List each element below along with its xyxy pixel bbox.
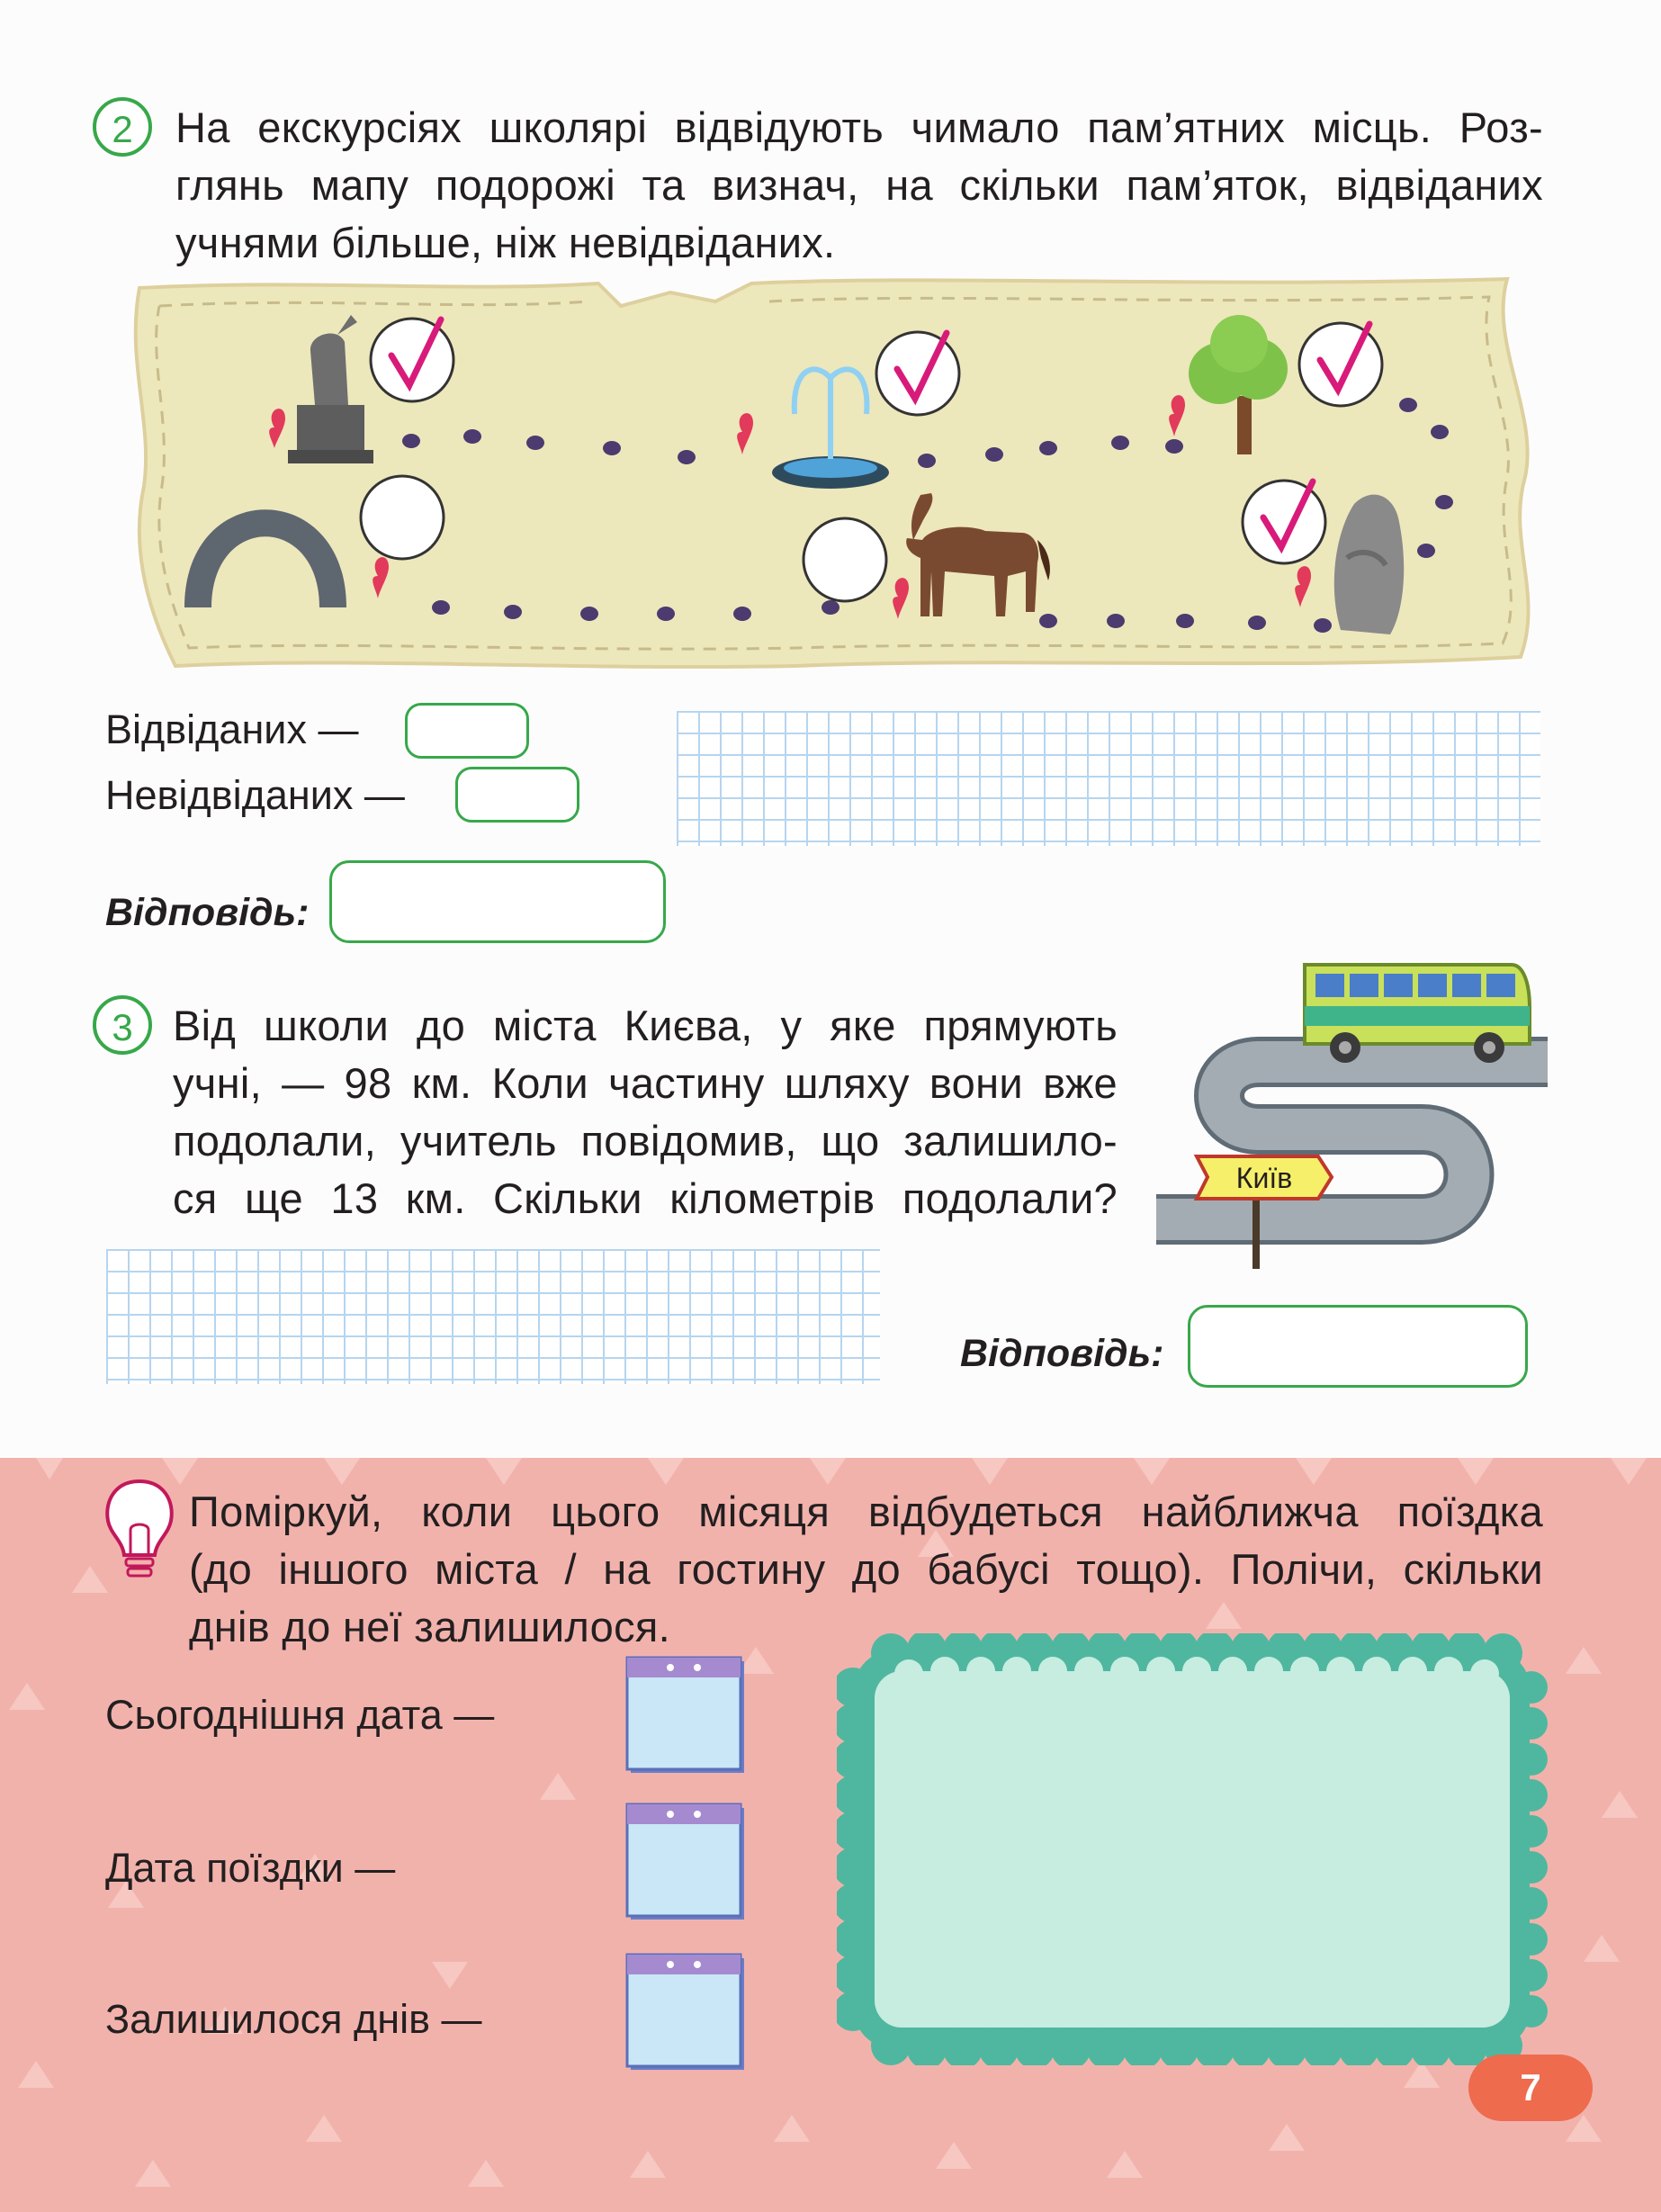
page-number: 7 (1468, 2055, 1593, 2121)
today-date-label: Сьогоднішня дата — (105, 1692, 495, 1738)
days-left-calendar[interactable] (625, 1953, 748, 2072)
task-3-answer-input[interactable] (1188, 1305, 1528, 1388)
path-dot (1111, 436, 1129, 450)
path-dot (1248, 616, 1266, 630)
think-text (189, 1483, 1543, 1656)
days-left-label: Залишилося днів — (105, 1996, 482, 2042)
path-dot (463, 429, 481, 444)
trip-date-calendar[interactable] (625, 1803, 748, 1921)
path-dot (1435, 495, 1453, 509)
visited-label: Відвіданих — (105, 706, 359, 752)
think-line-3: днів до неї залишилося. (189, 1603, 671, 1650)
lightbulb-icon (99, 1476, 180, 1584)
scratch-area[interactable] (837, 1633, 1548, 2065)
task-3-number: 3 (93, 995, 152, 1055)
task-2-answer-input[interactable] (329, 860, 666, 943)
travel-map (121, 270, 1543, 675)
task-2-line-2: глянь мапу подорожі та визнач, на скільки пам’яток, відвіданих (175, 161, 1543, 209)
task-2-line-3: учнями більше, ніж невідвіданих. (175, 219, 836, 266)
path-dot (822, 600, 839, 615)
task-3-line-2: учні, — 98 км. Коли частину шляху вони вже (173, 1059, 1118, 1107)
task-3-line-3: подолали, учитель повідомив, що залишило- (173, 1117, 1118, 1164)
path-dot (985, 447, 1003, 462)
path-dot (580, 607, 598, 621)
empty-circle (804, 518, 886, 601)
path-dot (1039, 441, 1057, 455)
path-dot (603, 441, 621, 455)
path-dot (1417, 544, 1435, 558)
check-icon (371, 319, 453, 401)
task-3-line-1: Від школи до міста Києва, у яке прямують (173, 1002, 1118, 1049)
path-dot (1165, 439, 1183, 454)
kyiv-sign-label: Київ (1235, 1162, 1293, 1194)
path-dot (504, 605, 522, 619)
task-3-answer-label: Відповідь: (960, 1332, 1164, 1375)
task-2-answer-label: Відповідь: (105, 891, 310, 934)
path-dot (1107, 614, 1125, 628)
task-2-line-1: На екскурсіях школярі відвідують чимало пам’ятних місць. Роз- (175, 103, 1543, 151)
path-dot (432, 600, 450, 615)
task-2-grid[interactable] (677, 711, 1540, 846)
path-dot (1431, 425, 1449, 439)
empty-circle (361, 476, 444, 559)
unvisited-input[interactable] (455, 767, 579, 823)
check-icon (1299, 323, 1382, 406)
path-dot (733, 607, 751, 621)
task-2-number: 2 (93, 97, 152, 157)
road-illustration (1152, 954, 1548, 1278)
check-icon (1243, 481, 1325, 563)
task-3-grid[interactable] (106, 1249, 880, 1384)
task-2-text (175, 99, 1543, 272)
path-dot (402, 434, 420, 448)
task-3-line-4: ся ще 13 км. Скільки кілометрів подолали? (173, 1174, 1118, 1222)
check-icon (876, 332, 959, 415)
path-dot (657, 607, 675, 621)
task-3-text (173, 997, 1118, 1227)
trip-date-label: Дата поїздки — (105, 1845, 396, 1891)
path-dot (1039, 614, 1057, 628)
path-dot (1314, 618, 1332, 633)
path-dot (1399, 398, 1417, 412)
path-dot (1176, 614, 1194, 628)
think-line-2: (до іншого міста / на гостину до бабусі тощо). Полічи, скільки (189, 1545, 1543, 1593)
path-dot (678, 450, 696, 464)
path-dot (918, 454, 936, 468)
visited-input[interactable] (405, 703, 529, 759)
think-line-1: Поміркуй, коли цього місяця відбудеться найближча поїздка (189, 1488, 1543, 1535)
path-dot (526, 436, 544, 450)
unvisited-label: Невідвіданих — (105, 772, 405, 818)
today-date-calendar[interactable] (625, 1656, 748, 1775)
